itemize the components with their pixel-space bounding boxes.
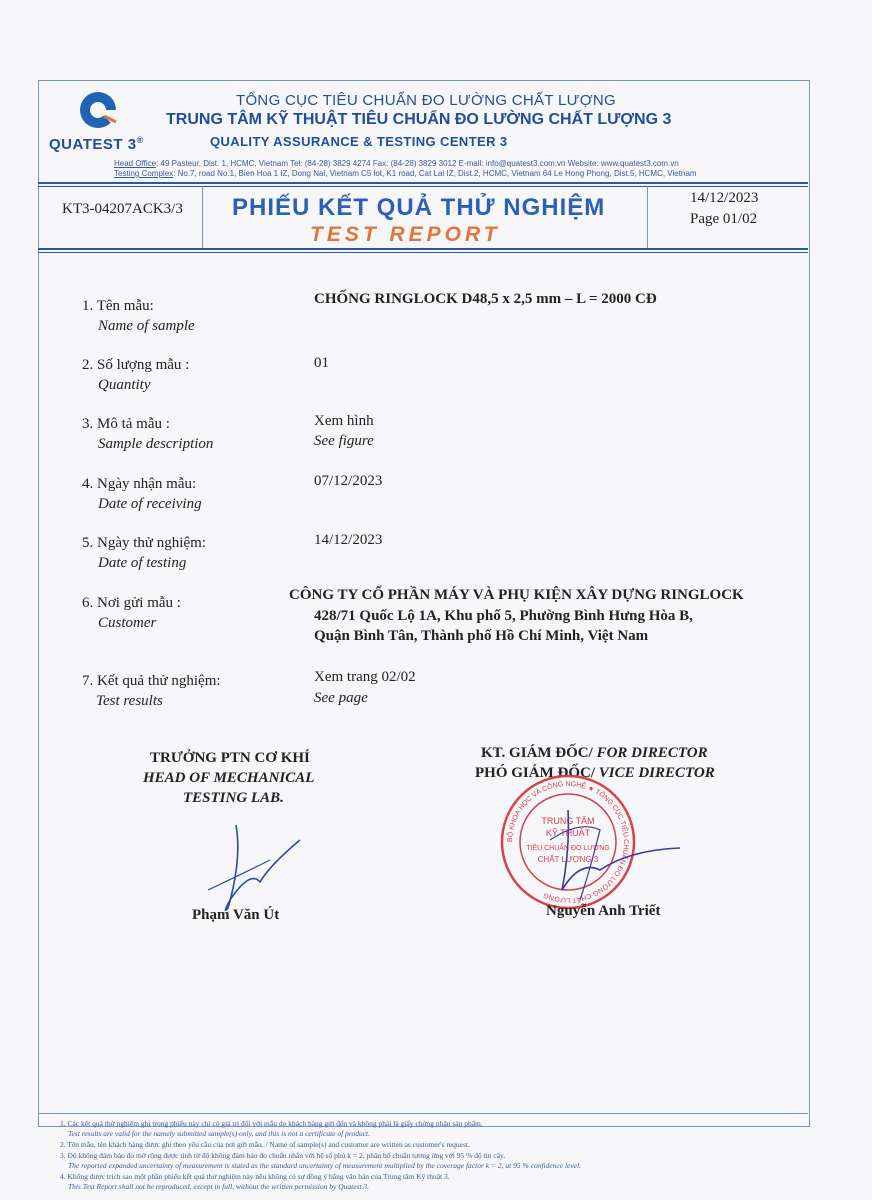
item-1-label-vn: 1. Tên mẫu:: [82, 298, 154, 314]
item-3-label-vn: 3. Mô tả mẫu :: [82, 416, 170, 432]
left-signature-icon: [200, 820, 310, 920]
svg-text:KỸ THUẬT: KỸ THUẬT: [545, 828, 591, 838]
right-signer-title2: PHÓ GIÁM ĐỐC/ VICE DIRECTOR: [475, 765, 715, 781]
footnote-4-en: This Test Report shall not be reproduced, except in full, without the written permission by Quatest 3.: [68, 1182, 370, 1191]
item-2-label-en: Quantity: [98, 377, 151, 393]
item-4-value: 07/12/2023: [314, 473, 383, 489]
item-6-label-vn: 6. Nơi gửi mẫu :: [82, 595, 181, 611]
title-divider-right: [647, 186, 648, 250]
footnote-4: 4. Không được trích sao một phần phiếu kết quả thử nghiệm này nếu không có sự đồng ý bằng văn bản của Trung tâm Kỹ thuật 3.: [60, 1172, 450, 1181]
item-1-label-en: Name of sample: [98, 318, 195, 334]
item-2-value: 01: [314, 355, 329, 371]
item-3-value: Xem hình: [314, 413, 374, 429]
left-signer-title-en1: HEAD OF MECHANICAL: [143, 770, 315, 786]
item-1-value: CHỐNG RINGLOCK D48,5 x 2,5 mm – L = 2000 CĐ: [314, 291, 657, 307]
title-divider-thin: [38, 252, 808, 253]
header-line3: QUALITY ASSURANCE & TESTING CENTER 3: [210, 134, 508, 149]
page-number: Page 01/02: [690, 211, 758, 227]
header-line1: TỔNG CỤC TIÊU CHUẨN ĐO LƯỜNG CHẤT LƯỢNG: [236, 92, 617, 109]
header-divider-thin: [38, 186, 808, 187]
report-title-en: TEST REPORT: [310, 223, 501, 246]
item-6-value: CÔNG TY CỔ PHẦN MÁY VÀ PHỤ KIỆN XÂY DỰNG RINGLOCK: [289, 587, 744, 603]
item-5-value: 14/12/2023: [314, 532, 383, 548]
item-5-label-vn: 5. Ngày thử nghiệm:: [82, 535, 206, 551]
item-4-label-vn: 4. Ngày nhận mẫu:: [82, 476, 197, 492]
item-7-value: Xem trang 02/02: [314, 669, 416, 685]
logo-brand: QUATEST 3®: [49, 135, 144, 153]
header-line2: TRUNG TÂM KỸ THUẬT TIÊU CHUẨN ĐO LƯỜNG CHẤT LƯỢNG 3: [166, 111, 672, 128]
left-signer-title-en2: TESTING LAB.: [183, 790, 284, 806]
head-office-address: Head Office: 49 Pasteur, Dist. 1, HCMC, Vietnam Tel: (84-28) 3829 4274 Fax: (84-28) 3829 3012 E-mail: info@quatest3.com.vn Website: www.quatest3.com.vn: [114, 159, 679, 168]
report-number: KT3-04207ACK3/3: [62, 201, 183, 217]
item-6-label-en: Customer: [98, 615, 157, 631]
footnote-1-en: Test results are valid for the namely submitted sample(s) only, and this is not a certificate of product.: [68, 1129, 370, 1138]
svg-text:CHẤT LƯỢNG 3: CHẤT LƯỢNG 3: [537, 855, 599, 864]
footnote-3: 3. Độ không đảm bảo đo mở rộng được tính từ độ không đảm bảo đo chuẩn nhân với hệ số phủ k = 2, phân bố chuẩn tương ứng với 95 % độ tin cậy.: [60, 1151, 506, 1160]
item-7-label-vn: 7. Kết quả thử nghiệm:: [82, 673, 221, 689]
svg-text:BỘ KHOA HỌC VÀ CÔNG NGHỆ ★ TỔN: BỘ KHOA HỌC VÀ CÔNG NGHỆ ★ TỔNG CỤC TIÊU CHUẨN ĐO LƯỜNG CHẤT LƯỢNG: [506, 780, 630, 904]
item-5-label-en: Date of testing: [98, 555, 187, 571]
left-signer-title-vn: TRƯỞNG PTN CƠ KHÍ: [150, 750, 310, 766]
item-7-label-en: Test results: [96, 693, 163, 709]
footnote-1: 1. Các kết quả thử nghiệm ghi trong phiếu này chỉ có giá trị đối với mẫu do khách hàng gửi đến và không phải là giấy chứng nhận sản phẩm.: [60, 1119, 483, 1128]
title-divider-left: [202, 186, 203, 250]
right-signer-title1: KT. GIÁM ĐỐC/ FOR DIRECTOR: [481, 745, 708, 761]
right-signature-icon: [537, 800, 690, 910]
report-date: 14/12/2023: [690, 190, 759, 206]
footnote-3-en: The reported expanded uncertainty of measurement is stated as the standard uncertainty of measurement multiplied by the coverage factor k = 2, at 95 % confidence level.: [68, 1161, 581, 1170]
footer-divider: [38, 1113, 808, 1114]
item-4-label-en: Date of receiving: [98, 496, 202, 512]
header-divider: [38, 182, 808, 184]
quatest-logo-icon: [46, 88, 158, 168]
svg-text:TRUNG TÂM: TRUNG TÂM: [541, 816, 595, 826]
item-2-label-vn: 2. Số lượng mẫu :: [82, 357, 190, 373]
item-6-address-line1: 428/71 Quốc Lộ 1A, Khu phố 5, Phường Bình Hưng Hòa B,: [314, 608, 693, 624]
item-7-value-en: See page: [314, 690, 368, 706]
title-divider: [38, 248, 808, 250]
item-3-value-en: See figure: [314, 433, 374, 449]
svg-text:TIÊU CHUẨN ĐO LƯỜNG: TIÊU CHUẨN ĐO LƯỜNG: [526, 845, 610, 852]
left-signer-name: Phạm Văn Út: [192, 907, 280, 923]
testing-complex-address: Testing Complex: No.7, road No.1, Bien Hoa 1 IZ, Dong Nai, Vietnam C5 lot, K1 road, Cat Lai IZ, Dist.2, HCMC, Vietnam 64 Le Hong Phong, Dist.5, HCMC, Vietnam: [114, 169, 697, 178]
report-title-vn: PHIẾU KẾT QUẢ THỬ NGHIỆM: [232, 194, 606, 221]
item-6-address-line2: Quận Bình Tân, Thành phố Hồ Chí Minh, Việt Nam: [314, 628, 649, 644]
footnote-2: 2. Tên mẫu, tên khách hàng được ghi theo yêu cầu của nơi gửi mẫu. / Name of sample(s) and customer are written as customer's request.: [60, 1140, 470, 1149]
item-3-label-en: Sample description: [98, 436, 214, 452]
right-signer-name: Nguyễn Anh Triết: [546, 903, 661, 919]
